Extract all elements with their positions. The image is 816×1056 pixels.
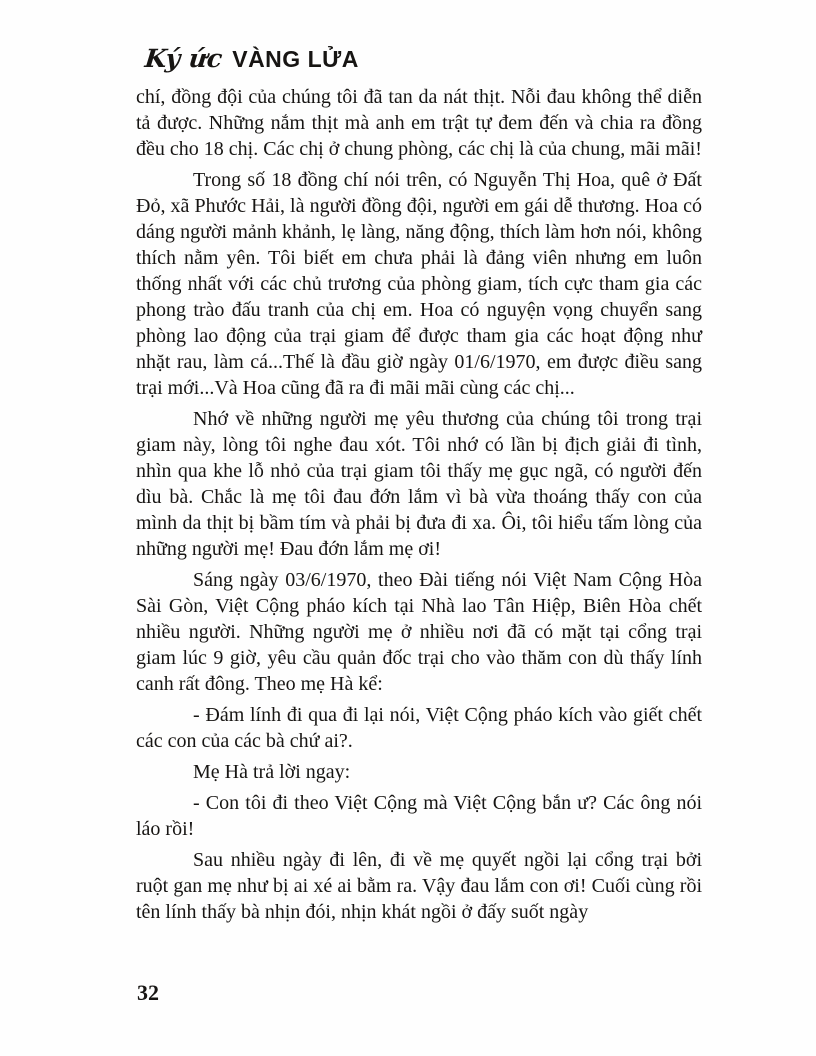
paragraph: chí, đồng đội của chúng tôi đã tan da nát thịt. Nỗi đau không thể diễn tả được. Những nắm thịt mà anh em trật tự đem đến và chia ra đồng đều cho 18 chị. Các chị ở chung phòng, các chị là của chung, mãi mãi!: [136, 86, 702, 160]
body-text: [136, 84, 702, 930]
header-book-title: VÀNG LỬA: [232, 46, 359, 72]
paragraph-dialogue: - Đám lính đi qua đi lại nói, Việt Cộng pháo kích vào giết chết các con của các bà chứ ai?.: [136, 704, 702, 752]
header-series-title: Ký ức: [143, 44, 224, 73]
paragraph: Mẹ Hà trả lời ngay:: [193, 761, 351, 783]
running-header: [145, 44, 359, 73]
paragraph: Sáng ngày 03/6/1970, theo Đài tiếng nói Việt Nam Cộng Hòa Sài Gòn, Việt Cộng pháo kích tại Nhà lao Tân Hiệp, Biên Hòa chết nhiều người. Những người mẹ ở nhiều nơi đã có mặt tại cổng trại giam lúc 9 giờ, yêu cầu quản đốc trại cho vào thăm con dù thấy lính canh rất đông. Theo mẹ Hà kể:: [136, 569, 702, 695]
page-number: 32: [137, 980, 159, 1005]
paragraph: Sau nhiều ngày đi lên, đi về mẹ quyết ngồi lại cổng trại bởi ruột gan mẹ như bị ai xé ai bằm ra. Vậy đau lắm con ơi! Cuối cùng rồi tên lính thấy bà nhịn đói, nhịn khát ngồi ở đấy suốt ngày: [136, 849, 702, 923]
paragraph: Trong số 18 đồng chí nói trên, có Nguyễn Thị Hoa, quê ở Đất Đỏ, xã Phước Hải, là người đồng đội, người em gái dễ thương. Hoa có dáng người mảnh khảnh, lẹ làng, năng động, thích làm hơn nói, không thích nằm yên. Tôi biết em chưa phải là đảng viên nhưng em luôn thống nhất với các chủ trương của phòng giam, tích cực tham gia các phong trào đấu tranh của chị em. Hoa có nguyện vọng chuyển sang phòng lao động của trại giam để được tham gia các hoạt động như nhặt rau, làm cá...Thế là đầu giờ ngày 01/6/1970, em được điều sang trại mới...Và Hoa cũng đã ra đi mãi mãi cùng các chị...: [136, 169, 702, 399]
paragraph: Nhớ về những người mẹ yêu thương của chúng tôi trong trại giam này, lòng tôi nghe đau xót. Tôi nhớ có lần bị địch giải đi tình, nhìn qua khe lỗ nhỏ của trại giam tôi thấy mẹ gục ngã, có người đến dìu bà. Chắc là mẹ tôi đau đớn lắm vì bà vừa thoáng thấy con của mình da thịt bị bầm tím và phải bị đưa đi xa. Ôi, tôi hiểu tấm lòng của những người mẹ! Đau đớn lắm mẹ ơi!: [136, 408, 702, 560]
paragraph-dialogue: - Con tôi đi theo Việt Cộng mà Việt Cộng bắn ư? Các ông nói láo rồi!: [136, 792, 702, 840]
